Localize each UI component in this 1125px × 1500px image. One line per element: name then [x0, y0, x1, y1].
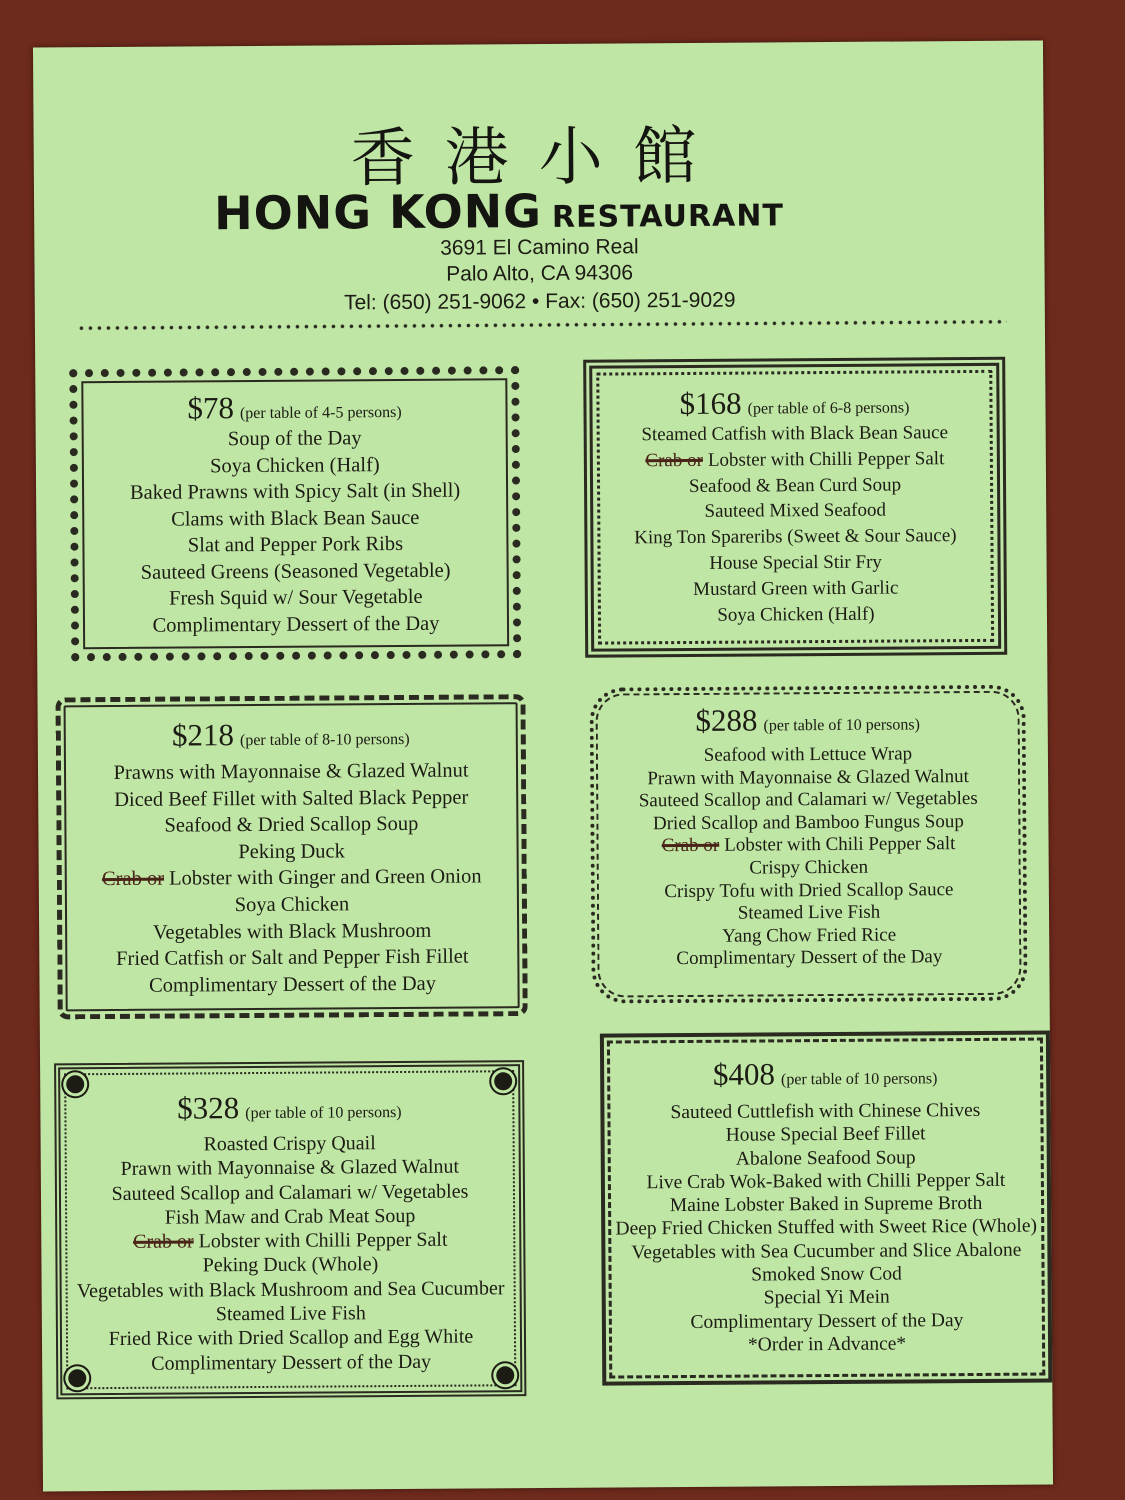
menu-item: Slat and Pepper Pork Ribs — [187, 532, 404, 557]
menu-item: Seafood with Lettuce Wrap — [703, 743, 913, 766]
menu-item — [61, 1227, 519, 1254]
menu-price: $218 — [171, 717, 235, 753]
contact-line: Tel: (650) 251-9062 • Fax: (650) 251-9029 — [343, 288, 736, 315]
menu-item: House Special Beef Fillet — [725, 1123, 926, 1147]
menu-price-line — [594, 701, 1022, 740]
menu-item: Live Crab Wok-Baked with Chilli Pepper Salt — [646, 1169, 1006, 1194]
restaurant-name-main: HONG KONG — [213, 183, 543, 241]
menu-item: Special Yi Mein — [763, 1286, 890, 1309]
struck-out-text: Crab or — [101, 868, 165, 891]
struck-out-text: Crab or — [645, 449, 703, 472]
menu-serves: (per table of 8-10 persons) — [239, 730, 410, 750]
menu-item-text: Lobster with Ginger and Green Onion — [168, 865, 482, 890]
menu-item: Yang Chow Fried Rice — [722, 924, 897, 947]
menu-item: Peking Duck — [238, 840, 345, 863]
menu-box-168 — [583, 357, 1007, 658]
menu-price-line — [592, 384, 996, 423]
menu-item: Fish Maw and Crab Meat Soup — [164, 1204, 416, 1229]
menu-item: Peking Duck (Whole) — [202, 1253, 379, 1277]
menu-items — [593, 420, 998, 629]
menu-item: Prawns with Mayonnaise & Glazed Walnut — [113, 759, 469, 784]
menu-item: Steamed Live Fish — [215, 1302, 366, 1326]
menu-item: Soya Chicken — [234, 893, 350, 917]
menu-items — [604, 1098, 1048, 1357]
menu-box-218 — [56, 694, 528, 1019]
menu-item-text: Lobster with Chilli Pepper Salt — [198, 1228, 448, 1253]
menu-items — [594, 743, 1024, 972]
corner-ornament — [66, 1075, 84, 1093]
menu-item: Sauteed Greens (Seasoned Vegetable) — [140, 559, 451, 584]
menu-item: Vegetables with Sea Cucumber and Slice Abalone — [631, 1239, 1022, 1264]
menu-item: Steamed Live Fish — [737, 901, 881, 924]
menu-item: *Order in Advance* — [747, 1333, 907, 1356]
restaurant-name — [214, 181, 914, 240]
menu-item — [593, 446, 997, 475]
chinese-restaurant-name: 香港小館 — [350, 119, 728, 197]
menu-box-78 — [69, 366, 521, 661]
menu-item: Crispy Tofu with Dried Scallop Sauce — [664, 878, 954, 902]
restaurant-name-sub: RESTAURANT — [551, 198, 784, 235]
menu-item: Vegetables with Black Mushroom — [152, 919, 432, 944]
menu-price: $168 — [679, 385, 742, 422]
corner-ornament — [68, 1369, 86, 1387]
menu-items — [61, 1130, 521, 1376]
menu-box-288 — [589, 685, 1027, 1004]
menu-serves: (per table of 6-8 persons) — [747, 399, 910, 418]
menu-item — [62, 864, 522, 894]
menu-item: Complimentary Dessert of the Day — [152, 612, 440, 637]
menu-item: Seafood & Bean Curd Soup — [688, 474, 902, 497]
menu-item — [594, 833, 1022, 859]
menu-item: Soya Chicken (Half) — [209, 453, 380, 477]
menu-serves: (per table of 4-5 persons) — [239, 403, 402, 423]
menu-item: Abalone Seafood Soup — [735, 1147, 916, 1170]
menu-item: Maine Lobster Baked in Supreme Broth — [669, 1193, 983, 1217]
menu-item: Dried Scallop and Bamboo Fungus Soup — [652, 810, 964, 835]
menu-item: Seafood & Dried Scallop Soup — [164, 813, 419, 837]
menu-box-408 — [600, 1030, 1052, 1385]
menu-item: Soup of the Day — [227, 427, 362, 451]
address-line-1: 3691 El Camino Real — [440, 235, 639, 260]
menu-item: Smoked Snow Cod — [751, 1263, 902, 1286]
menu-items — [78, 424, 513, 639]
menu-items — [61, 757, 523, 1000]
menu-serves: (per table of 10 persons) — [780, 1070, 938, 1089]
menu-item: Baked Prawns with Spicy Salt (in Shell) — [129, 479, 461, 504]
menu-item: Crispy Chicken — [749, 856, 869, 879]
menu-item: Vegetables with Black Mushroom and Sea Cucumber — [76, 1277, 505, 1303]
address-line-2: Palo Alto, CA 94306 — [446, 261, 634, 286]
menu-item: Complimentary Dessert of the Day — [690, 1309, 964, 1333]
menu-item: Complimentary Dessert of the Day — [148, 972, 437, 997]
menu-item: Sauteed Scallop and Calamari w/ Vegetables — [638, 788, 978, 812]
menu-price: $328 — [177, 1090, 240, 1126]
menu-serves: (per table of 10 persons) — [763, 716, 920, 735]
menu-item: Complimentary Dessert of the Day — [676, 946, 943, 970]
menu-price: $408 — [712, 1056, 776, 1092]
menu-item: House Special Stir Fry — [709, 551, 882, 574]
menu-item: Steamed Catfish with Black Bean Sauce — [641, 422, 949, 446]
menu-item: Deep Fried Chicken Stuffed with Sweet Rice (Whole) — [615, 1216, 1038, 1240]
corner-ornament — [496, 1366, 514, 1384]
menu-item-text: Lobster with Chilli Pepper Salt — [707, 447, 945, 471]
menu-item: Diced Beef Fillet with Salted Black Pepper — [114, 786, 469, 811]
menu-item: Fresh Squid w/ Sour Vegetable — [168, 585, 423, 610]
menu-price: $78 — [187, 390, 235, 426]
menu-sheet — [33, 40, 1053, 1491]
struck-out-text: Crab or — [661, 835, 720, 857]
menu-box-328 — [54, 1060, 526, 1399]
header-divider — [77, 319, 1007, 331]
struck-out-text: Crab or — [133, 1230, 194, 1254]
menu-price-line — [60, 1088, 518, 1127]
menu-price-line — [61, 715, 521, 754]
menu-item: Mustard Green with Garlic — [693, 577, 899, 600]
menu-item: King Ton Spareribs (Sweet & Sour Sauce) — [634, 525, 957, 549]
menu-item: Prawn with Mayonnaise & Glazed Walnut — [647, 765, 969, 789]
menu-item: Fried Catfish or Salt and Pepper Fish Fillet — [116, 945, 469, 971]
menu-item: Sauteed Mixed Seafood — [704, 499, 887, 523]
menu-price-line — [604, 1054, 1046, 1093]
menu-item: Roasted Crispy Quail — [203, 1132, 376, 1156]
menu-price: $288 — [695, 702, 758, 738]
menu-item: Sauteed Cuttlefish with Chinese Chives — [670, 1099, 981, 1124]
menu-item: Soya Chicken (Half) — [717, 603, 875, 626]
menu-item: Prawn with Mayonnaise & Glazed Walnut — [120, 1155, 460, 1181]
menu-item: Complimentary Dessert of the Day — [151, 1350, 432, 1375]
menu-price-line — [77, 388, 511, 427]
menu-item-text: Lobster with Chili Pepper Salt — [724, 833, 956, 857]
menu-serves: (per table of 10 persons) — [245, 1103, 402, 1123]
menu-item: Sauteed Scallop and Calamari w/ Vegetables — [111, 1180, 469, 1205]
menu-item: Clams with Black Bean Sauce — [171, 506, 420, 531]
menu-item: Fried Rice with Dried Scallop and Egg White — [108, 1325, 474, 1351]
corner-ornament — [494, 1072, 512, 1090]
